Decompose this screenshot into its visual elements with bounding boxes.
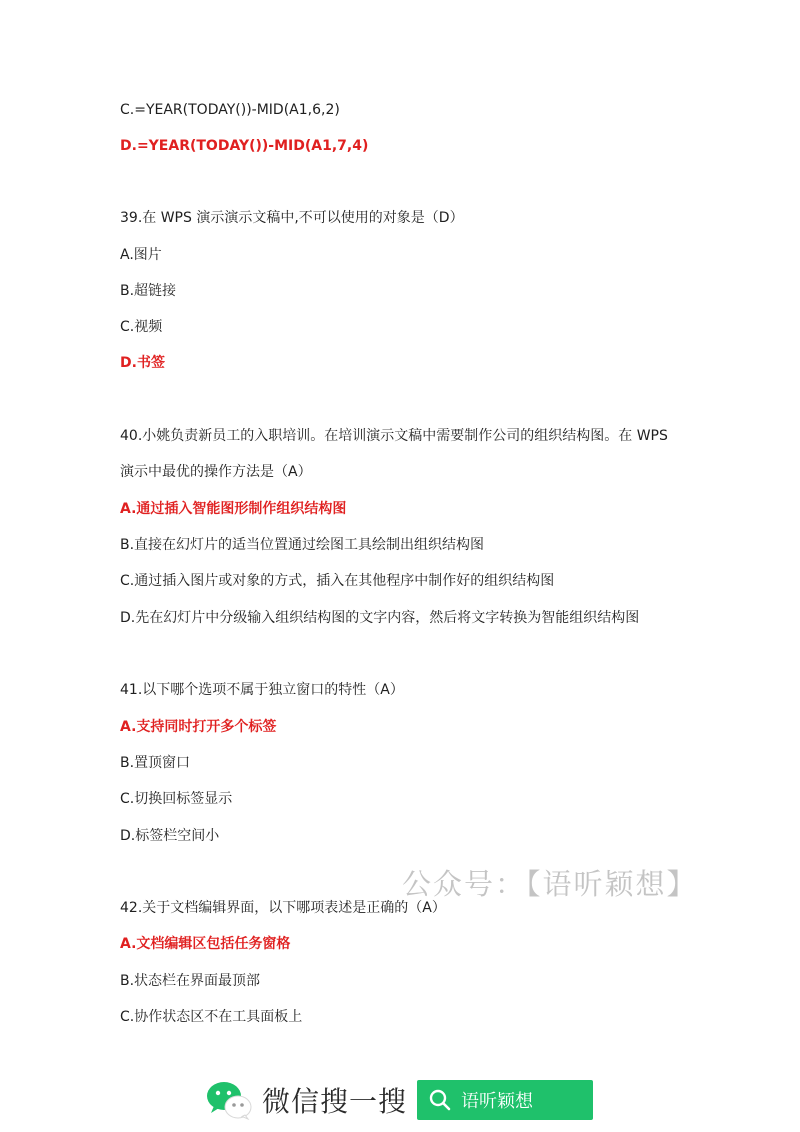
option-line: A.图片 [120,247,162,263]
correct-answer-line: A.通过插入智能图形制作组织结构图 [120,501,347,517]
correct-answer-line: D.=YEAR(TODAY())-MID(A1,7,4) [120,138,369,154]
option-line: D.标签栏空间小 [120,828,220,844]
search-icon [429,1089,451,1111]
search-text: 语听颖想 [461,1091,534,1112]
option-line: B.置顶窗口 [120,755,191,771]
option-line: B.直接在幻灯片的适当位置通过绘图工具绘制出组织结构图 [120,537,485,553]
question-39: 39.在 WPS 演示演示文稿中,不可以使用的对象是（D） [120,210,464,226]
wechat-search-label: 微信搜一搜 [262,1085,408,1118]
question-40: 40.小姚负责新员工的入职培训。在培训演示文稿中需要制作公司的组织结构图。在 WPS [120,428,668,444]
option-line: C.协作状态区不在工具面板上 [120,1009,303,1025]
option-line: C.切换回标签显示 [120,791,233,807]
option-line: C.通过插入图片或对象的方式，插入在其他程序中制作好的组织结构图 [120,573,555,589]
correct-answer-line: D.书签 [120,355,165,371]
option-line: C.=YEAR(TODAY())-MID(A1,6,2) [120,102,340,118]
option-line: B.状态栏在界面最顶部 [120,973,261,989]
correct-answer-line: A.支持同时打开多个标签 [120,719,277,735]
watermark-text: 公众号：【语听颖想】 [402,867,698,901]
option-line: D.先在幻灯片中分级输入组织结构图的文字内容，然后将文字转换为智能组织结构图 [120,610,640,626]
wechat-icon [206,1080,252,1120]
wechat-search-banner [206,1078,593,1122]
search-button[interactable] [417,1080,593,1120]
option-line: B.超链接 [120,283,177,299]
question-42: 42.关于文档编辑界面，以下哪项表述是正确的（A） [120,900,446,916]
question-41: 41.以下哪个选项不属于独立窗口的特性（A） [120,682,404,698]
correct-answer-line: A.文档编辑区包括任务窗格 [120,936,291,952]
option-line: C.视频 [120,319,163,335]
question-40-continued: 演示中最优的操作方法是（A） [120,464,312,480]
